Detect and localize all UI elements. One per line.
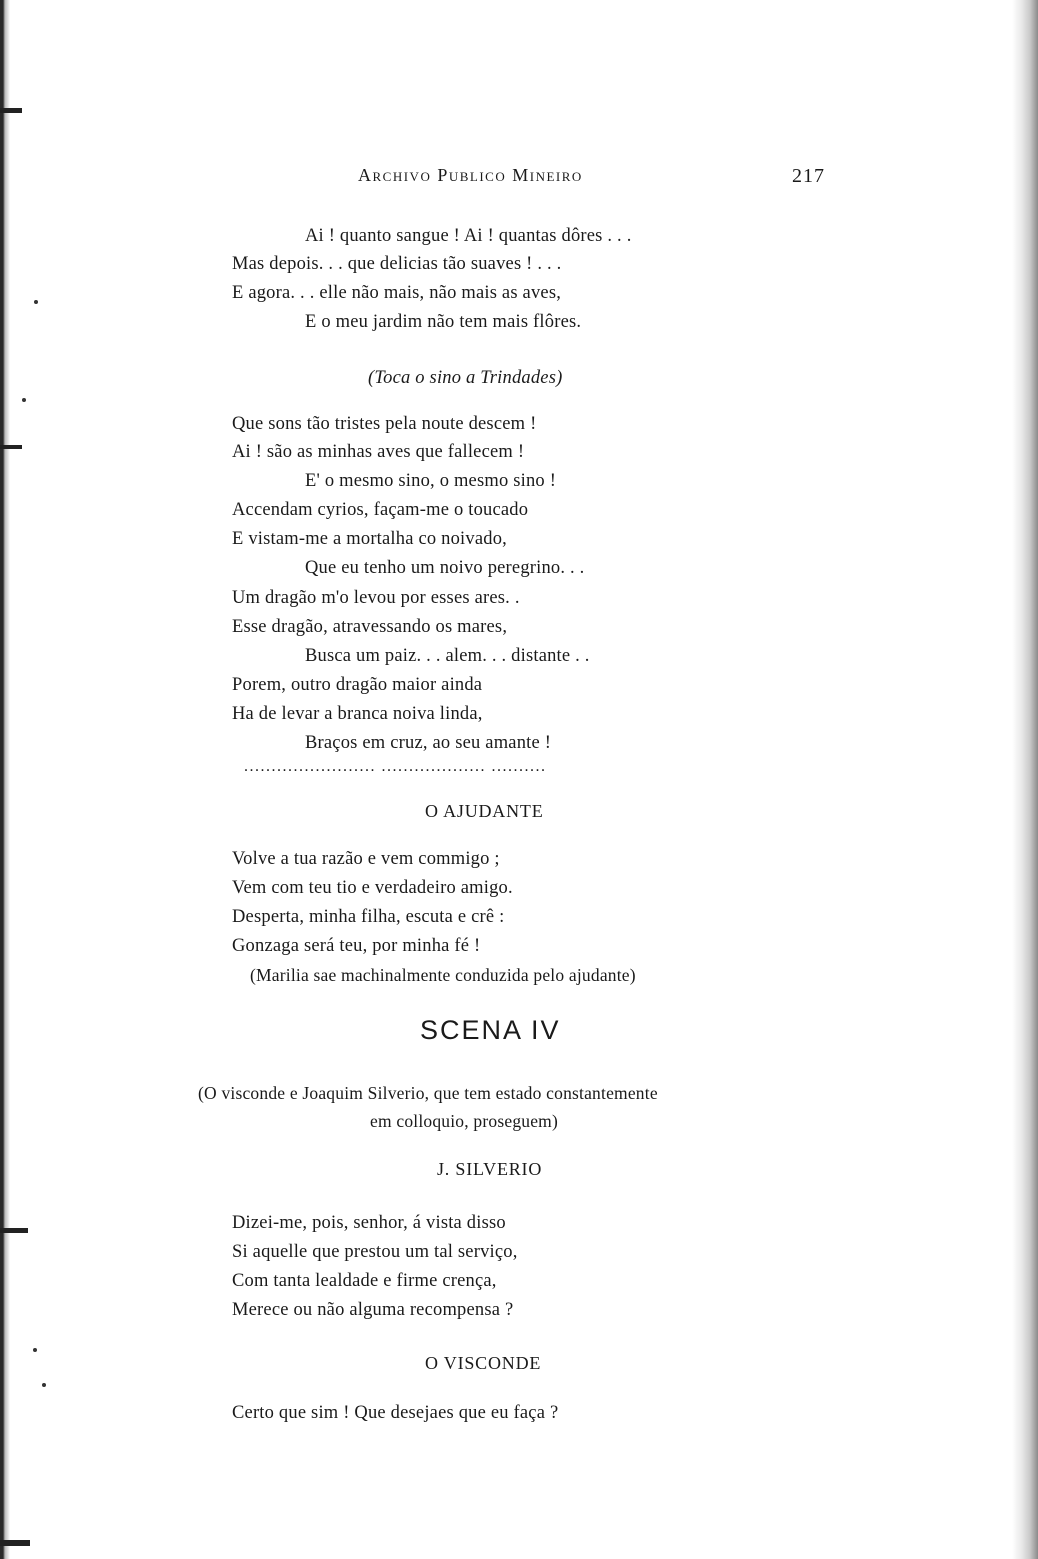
- verse-line: E' o mesmo sino, o mesmo sino !: [305, 471, 557, 491]
- scan-speck: [42, 1383, 46, 1387]
- verse-line: Ha de levar a branca noiva linda,: [232, 704, 483, 724]
- verse-line: Merece ou não alguma recompensa ?: [232, 1300, 514, 1320]
- scan-speck: [34, 300, 38, 304]
- stage-direction: (O visconde e Joaquim Silverio, que tem estado constantemente: [198, 1083, 658, 1103]
- page-number: 217: [792, 165, 825, 187]
- verse-line: Volve a tua razão e vem commigo ;: [232, 849, 500, 869]
- verse-line: E agora. . . elle não mais, não mais as aves,: [232, 283, 562, 303]
- verse-line: Si aquelle que prestou um tal serviço,: [232, 1242, 518, 1262]
- verse-line: Com tanta lealdade e firme crença,: [232, 1271, 497, 1291]
- scan-mark: [0, 1540, 30, 1546]
- scan-speck: [33, 1348, 37, 1352]
- verse-line: Ai ! são as minhas aves que fallecem !: [232, 442, 525, 462]
- scan-speck: [22, 398, 26, 402]
- verse-line: Porem, outro dragão maior ainda: [232, 675, 483, 695]
- stage-direction: (Marilia sae machinalmente conduzida pelo ajudante): [250, 965, 636, 985]
- verse-line: Um dragão m'o levou por esses ares. .: [232, 588, 520, 608]
- speaker-name: O AJUDANTE: [425, 801, 544, 821]
- stage-direction: (Toca o sino a Trindades): [368, 368, 563, 388]
- scan-right-edge: [1012, 0, 1038, 1559]
- verse-line: Gonzaga será teu, por minha fé !: [232, 936, 481, 956]
- verse-line: Esse dragão, atravessando os mares,: [232, 617, 508, 637]
- verse-line: Dizei-me, pois, senhor, á vista disso: [232, 1213, 506, 1233]
- verse-line: E o meu jardim não tem mais flôres.: [305, 312, 582, 332]
- dotted-rule: ........................ ................... ..........: [244, 758, 547, 775]
- speaker-name: J. SILVERIO: [437, 1159, 543, 1179]
- stage-direction: em colloquio, proseguem): [370, 1111, 559, 1131]
- speaker-name: O VISCONDE: [425, 1353, 542, 1373]
- verse-line: E vistam-me a mortalha co noivado,: [232, 529, 507, 549]
- verse-line: Que sons tão tristes pela noute descem !: [232, 414, 537, 434]
- verse-line: Desperta, minha filha, escuta e crê :: [232, 907, 505, 927]
- scan-mark: [0, 108, 22, 113]
- verse-line: Ai ! quanto sangue ! Ai ! quantas dôres . . .: [305, 226, 632, 246]
- scan-mark: [0, 1228, 28, 1233]
- verse-line: Vem com teu tio e verdadeiro amigo.: [232, 878, 513, 898]
- scan-mark: [0, 445, 22, 449]
- verse-line: Busca um paiz. . . alem. . . distante . .: [305, 646, 590, 666]
- scan-left-edge: [0, 0, 10, 1559]
- verse-line: Que eu tenho um noivo peregrino. . .: [305, 558, 585, 578]
- verse-line: Accendam cyrios, façam-me o toucado: [232, 500, 529, 520]
- verse-line: Certo que sim ! Que desejaes que eu faça ?: [232, 1403, 559, 1423]
- verse-line: Mas depois. . . que delicias tão suaves ! . . .: [232, 254, 562, 274]
- running-header-title: Archivo Publico Mineiro: [358, 165, 583, 185]
- scene-title: SCENA IV: [420, 1015, 561, 1045]
- verse-line: Braços em cruz, ao seu amante !: [305, 733, 552, 753]
